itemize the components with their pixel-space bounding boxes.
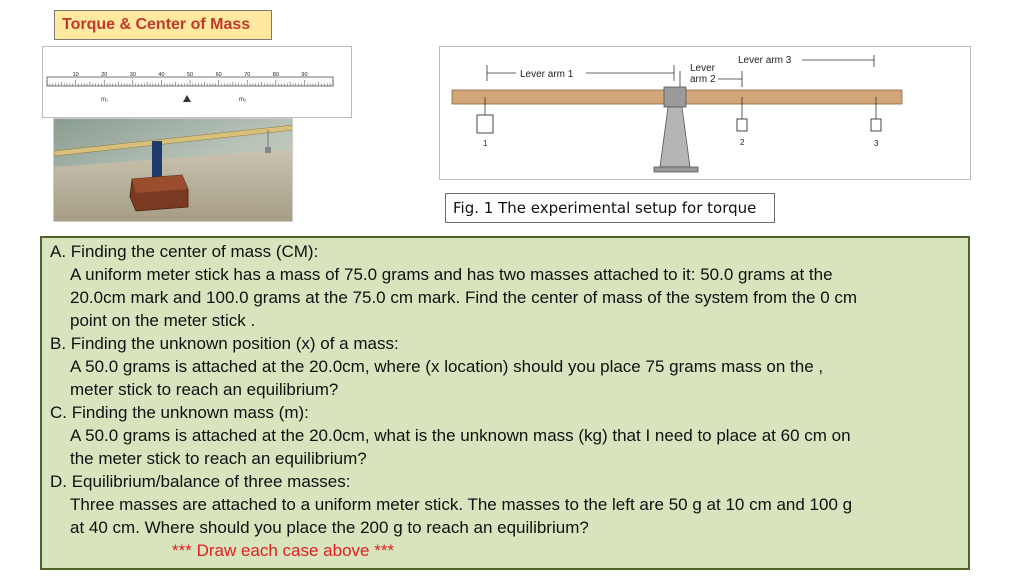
ruler-tick-label: 10	[72, 72, 79, 78]
ruler-label-m1: m₁	[101, 97, 109, 103]
ruler-label-m2: m₂	[239, 97, 247, 103]
problem-b-line-2: meter stick to reach an equilibrium?	[70, 380, 339, 399]
hanging-mass-1	[477, 115, 493, 133]
problem-b-line-1: A 50.0 grams is attached at the 20.0cm, where (x location) should you place 75 grams mass on the ,	[70, 357, 824, 376]
ruler-tick-label: 70	[244, 72, 251, 78]
problems-panel	[40, 236, 970, 570]
lever-arm-1-label: Lever arm 1	[520, 69, 574, 80]
stand-clamp	[152, 141, 162, 181]
hanging-mass-3	[871, 119, 881, 131]
mass-label-3: 3	[874, 139, 879, 148]
slide-title: Torque & Center of Mass	[62, 16, 251, 33]
problem-a-line-1: A uniform meter stick has a mass of 75.0 grams and has two masses attached to it: 50.0 grams at the	[70, 265, 833, 284]
pivot-stand	[660, 107, 690, 167]
apparatus-photo-svg	[54, 119, 293, 222]
lever-arm-2-label-line2: arm 2	[690, 74, 716, 85]
hanging-mass-photo	[265, 147, 271, 153]
hanging-mass-2	[737, 119, 747, 131]
lever-arm-2-label-line1: Lever	[690, 63, 716, 74]
problem-d-line-1: Three masses are attached to a uniform meter stick. The masses to the left are 50 g at 10 cm and 100 g	[70, 495, 853, 514]
problem-c-line-2: the meter stick to reach an equilibrium?	[70, 449, 367, 468]
problem-a-line-3: point on the meter stick .	[70, 311, 256, 330]
problem-d-line-2: at 40 cm. Where should you place the 200 g to reach an equilibrium?	[70, 518, 589, 537]
torque-setup-svg	[440, 47, 970, 179]
draw-cases-note: *** Draw each case above ***	[172, 541, 395, 560]
problem-c-heading: C. Finding the unknown mass (m):	[50, 403, 309, 422]
slide-title-box	[54, 10, 272, 40]
problem-a-line-2: 20.0cm mark and 100.0 grams at the 75.0 cm mark. Find the center of mass of the system from the 0 cm	[70, 288, 858, 307]
figure-caption: Fig. 1 The experimental setup for torque	[453, 199, 757, 217]
meter-stick-diagram	[42, 46, 352, 118]
ruler-tick-label: 80	[272, 72, 279, 78]
mass-label-2: 2	[740, 138, 745, 147]
pivot-clamp	[664, 87, 686, 107]
torque-setup-diagram	[439, 46, 971, 180]
fulcrum-icon	[183, 95, 191, 102]
problem-a-heading: A. Finding the center of mass (CM):	[50, 242, 319, 261]
ruler-tick-label: 20	[101, 72, 108, 78]
mass-label-1: 1	[483, 139, 488, 148]
lever-arm-3-label: Lever arm 3	[738, 55, 792, 66]
ruler-tick-label: 90	[301, 72, 308, 78]
figure-caption-box	[445, 193, 775, 223]
problem-b-heading: B. Finding the unknown position (x) of a mass:	[50, 334, 399, 353]
problem-d-heading: D. Equilibrium/balance of three masses:	[50, 472, 351, 491]
apparatus-photo	[53, 118, 293, 222]
meter-stick-svg	[43, 47, 351, 117]
ruler-tick-label: 60	[215, 72, 222, 78]
ruler-tick-label: 40	[158, 72, 165, 78]
problem-c-line-1: A 50.0 grams is attached at the 20.0cm, what is the unknown mass (kg) that I need to place at 60 cm on	[70, 426, 851, 445]
ruler-tick-label: 50	[187, 72, 194, 78]
ruler-tick-label: 30	[129, 72, 136, 78]
